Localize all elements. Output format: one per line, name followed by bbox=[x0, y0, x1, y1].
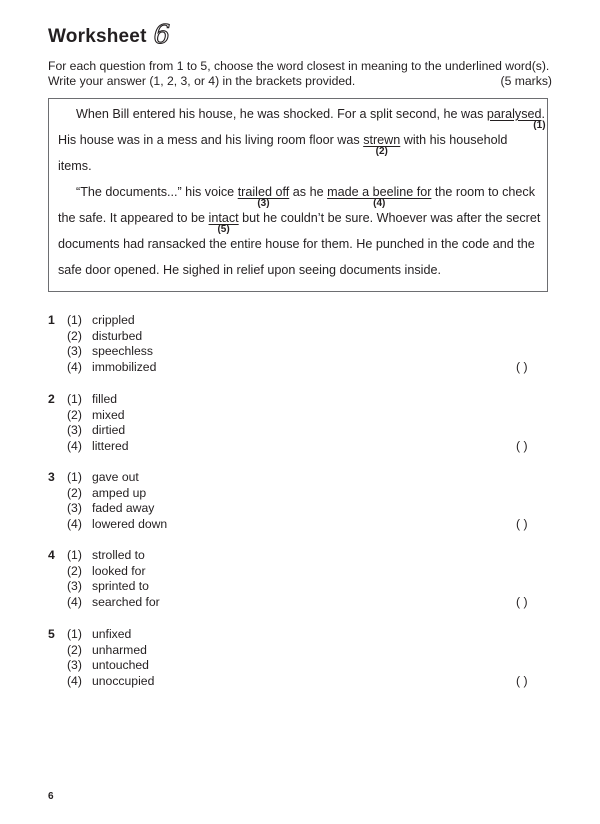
option-text: littered bbox=[92, 439, 129, 454]
option-row bbox=[48, 658, 548, 674]
option-row bbox=[48, 595, 548, 611]
marker-1: (1) bbox=[533, 120, 546, 131]
option-number: (2) bbox=[67, 642, 82, 657]
option-row bbox=[48, 674, 548, 690]
answer-brackets[interactable]: ( ) bbox=[516, 674, 528, 689]
question-number: 5 bbox=[48, 627, 55, 641]
passage-text: “The documents...” his voice bbox=[76, 185, 238, 199]
option-text: unharmed bbox=[92, 642, 147, 657]
option-text: speechless bbox=[92, 344, 153, 359]
passage-line-7: safe door opened. He sighed in relief upon seeing documents inside. bbox=[58, 263, 441, 277]
option-number: (1) bbox=[67, 627, 82, 641]
option-row bbox=[48, 627, 548, 643]
answer-brackets[interactable]: ( ) bbox=[516, 595, 528, 610]
passage-line-4 bbox=[76, 185, 536, 209]
underlined-word-1 bbox=[486, 107, 546, 131]
answer-brackets[interactable]: ( ) bbox=[516, 360, 528, 375]
underlined-text-1: paralysed bbox=[486, 107, 542, 121]
question-4 bbox=[48, 548, 548, 611]
option-text: untouched bbox=[92, 658, 149, 673]
option-text: immobilized bbox=[92, 360, 157, 375]
option-text: lowered down bbox=[92, 517, 168, 532]
question-3 bbox=[48, 470, 548, 533]
option-text: searched for bbox=[92, 595, 160, 610]
passage-line-5 bbox=[58, 211, 541, 235]
instructions bbox=[48, 59, 552, 89]
option-number: (1) bbox=[67, 548, 82, 562]
option-row bbox=[48, 517, 548, 533]
underlined-text-2: strewn bbox=[363, 133, 401, 147]
page-title: Worksheet bbox=[48, 26, 147, 47]
passage-box bbox=[48, 98, 548, 292]
answer-brackets[interactable]: ( ) bbox=[516, 439, 528, 454]
option-number: (4) bbox=[67, 674, 82, 689]
instructions-line-2-row bbox=[48, 74, 552, 89]
option-row bbox=[48, 486, 548, 502]
option-number: (4) bbox=[67, 439, 82, 454]
question-5 bbox=[48, 627, 548, 690]
passage-text: as he bbox=[289, 185, 328, 199]
marker-3: (3) bbox=[257, 198, 270, 209]
option-number: (3) bbox=[67, 658, 82, 673]
underlined-word-4 bbox=[327, 185, 432, 209]
passage-text: but he couldn’t be sure. Whoever was after the secret bbox=[238, 211, 541, 225]
option-number: (2) bbox=[67, 328, 82, 343]
underlined-text-3: trailed off bbox=[237, 185, 290, 199]
option-row bbox=[48, 564, 548, 580]
passage-text: with his household bbox=[400, 133, 508, 147]
passage-line-2 bbox=[58, 133, 508, 157]
option-number: (1) bbox=[67, 313, 82, 327]
option-number: (2) bbox=[67, 407, 82, 422]
passage-text: the safe. It appeared to be bbox=[58, 211, 209, 225]
worksheet-number: 6 bbox=[153, 20, 171, 50]
marker-4: (4) bbox=[373, 198, 386, 209]
option-text: gave out bbox=[92, 470, 139, 484]
option-row bbox=[48, 579, 548, 595]
option-text: sprinted to bbox=[92, 579, 149, 594]
option-number: (1) bbox=[67, 470, 82, 484]
option-number: (3) bbox=[67, 501, 82, 516]
option-number: (4) bbox=[67, 517, 82, 532]
option-text: unoccupied bbox=[92, 674, 155, 689]
option-row bbox=[48, 313, 548, 329]
underlined-word-3 bbox=[237, 185, 290, 209]
worksheet-header bbox=[48, 22, 170, 48]
option-number: (3) bbox=[67, 344, 82, 359]
passage-text: His house was in a mess and his living room floor was bbox=[58, 133, 364, 147]
option-number: (2) bbox=[67, 485, 82, 500]
passage-text: When Bill entered his house, he was shocked. For a split second, he was bbox=[76, 107, 487, 121]
page-number: 6 bbox=[48, 791, 54, 802]
question-number: 4 bbox=[48, 548, 55, 562]
passage-text: the room to check bbox=[431, 185, 536, 199]
question-1 bbox=[48, 313, 548, 376]
option-text: disturbed bbox=[92, 328, 143, 343]
option-number: (4) bbox=[67, 360, 82, 375]
option-text: crippled bbox=[92, 313, 135, 327]
option-row bbox=[48, 423, 548, 439]
marker-5: (5) bbox=[217, 224, 230, 235]
marker-2: (2) bbox=[375, 146, 388, 157]
question-2 bbox=[48, 392, 548, 455]
option-text: dirtied bbox=[92, 423, 126, 438]
option-text: looked for bbox=[92, 563, 146, 578]
option-row bbox=[48, 643, 548, 659]
option-number: (3) bbox=[67, 423, 82, 438]
option-number: (3) bbox=[67, 579, 82, 594]
option-number: (1) bbox=[67, 392, 82, 406]
underlined-word-2 bbox=[363, 133, 401, 157]
instructions-line-1: For each question from 1 to 5, choose the word closest in meaning to the underlined word(s). bbox=[48, 59, 550, 73]
option-text: faded away bbox=[92, 501, 155, 516]
passage-line-3: items. bbox=[58, 159, 92, 173]
question-number: 3 bbox=[48, 470, 55, 484]
question-number: 1 bbox=[48, 313, 55, 327]
option-row bbox=[48, 501, 548, 517]
option-row bbox=[48, 360, 548, 376]
option-row bbox=[48, 439, 548, 455]
option-text: mixed bbox=[92, 407, 125, 422]
option-row bbox=[48, 392, 548, 408]
option-row bbox=[48, 408, 548, 424]
option-row bbox=[48, 548, 548, 564]
instructions-line-2: Write your answer (1, 2, 3, or 4) in the brackets provided. bbox=[48, 74, 356, 88]
option-text: strolled to bbox=[92, 548, 145, 562]
question-number: 2 bbox=[48, 392, 55, 406]
answer-brackets[interactable]: ( ) bbox=[516, 517, 528, 532]
passage-line-6: documents had ransacked the entire house for them. He punched in the code and the bbox=[58, 237, 535, 251]
option-number: (4) bbox=[67, 595, 82, 610]
underlined-text-5: intact bbox=[208, 211, 239, 225]
option-text: filled bbox=[92, 392, 118, 406]
passage-text: . bbox=[541, 107, 546, 121]
underlined-text-4: made a beeline for bbox=[327, 185, 432, 199]
option-row bbox=[48, 470, 548, 486]
total-marks: (5 marks) bbox=[500, 74, 552, 88]
underlined-word-5 bbox=[208, 211, 239, 235]
option-text: unfixed bbox=[92, 627, 132, 641]
option-text: amped up bbox=[92, 485, 147, 500]
option-row bbox=[48, 344, 548, 360]
passage-line-1 bbox=[76, 107, 546, 131]
option-number: (2) bbox=[67, 563, 82, 578]
option-row bbox=[48, 329, 548, 345]
